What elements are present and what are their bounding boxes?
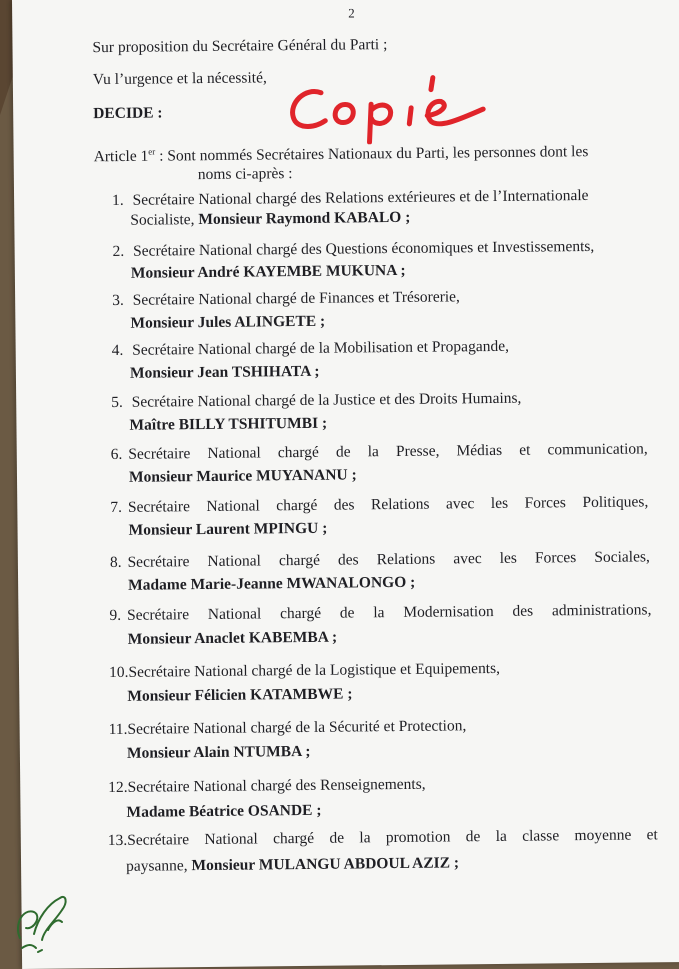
item-name: Madame Béatrice OSANDE ;	[126, 801, 322, 821]
item-name: Monsieur Maurice MUYANANU ;	[128, 466, 357, 486]
article-label: Article 1	[93, 147, 149, 166]
list-item	[109, 660, 500, 682]
item-number: 1.	[112, 191, 124, 209]
item-name: Monsieur André KAYEMBE MUKUNA ;	[130, 261, 406, 282]
list-item	[109, 601, 651, 625]
list-item	[108, 776, 426, 797]
item-title: Secrétaire National chargé des Relations extérieures et de l’Internationale	[132, 186, 589, 209]
item-number: 9.	[109, 606, 122, 625]
item-title: Secrétaire National chargé de la Modernisation des administrations,	[126, 601, 652, 624]
item-number: 8.	[109, 553, 122, 572]
item-title: Secrétaire National chargé de la Logistique et Equipements,	[128, 659, 501, 681]
item-title: Secrétaire National chargé des Renseignements,	[127, 775, 426, 796]
article-text: : Sont nommés Secrétaires Nationaux du Parti, les personnes dont les	[155, 143, 589, 165]
list-item	[111, 390, 521, 412]
list-item	[110, 548, 650, 572]
list-item	[108, 826, 658, 850]
item-title-cont: Socialiste,	[130, 211, 199, 229]
article-1-line-1	[94, 142, 589, 166]
item-title: Secrétaire National chargé des Questions économiques et Investissements,	[133, 237, 595, 260]
item-name: Monsieur Jules ALINGETE ;	[130, 312, 326, 332]
item-title: Secrétaire National chargé de la Justice et des Droits Humains,	[131, 389, 522, 411]
list-item-cont	[126, 854, 459, 875]
item-number: 6.	[110, 445, 123, 463]
decide-heading: DECIDE :	[93, 104, 163, 123]
item-title: Secrétaire National chargé de la Presse, Médias et communication,	[128, 440, 648, 463]
list-item-cont	[130, 209, 410, 230]
item-name: Monsieur Félicien KATAMBWE ;	[127, 685, 353, 705]
preamble-line-2: Vu l’urgence et la nécessité,	[92, 69, 267, 89]
item-number: 2.	[112, 242, 125, 260]
list-item	[109, 717, 467, 739]
item-name: Madame Marie-Jeanne MWANALONGO ;	[128, 573, 416, 594]
list-item	[112, 187, 589, 210]
list-item	[112, 338, 509, 360]
page-number: 2	[348, 5, 355, 21]
item-number: 10.	[108, 663, 129, 682]
list-item	[113, 238, 595, 261]
list-item	[110, 493, 648, 517]
copie-stamp	[283, 63, 514, 145]
item-title: Secrétaire National chargé de Finances et Trésorerie,	[132, 288, 460, 309]
item-number: 4.	[111, 341, 124, 359]
item-title: Secrétaire National chargé des Relations avec les Forces Politiques,	[127, 493, 649, 516]
preamble-line-1: Sur proposition du Secrétaire Général du Parti ;	[92, 36, 388, 57]
item-name: Monsieur Anaclet KABEMBA ;	[127, 628, 338, 648]
item-name: Monsieur MULANGU ABDOUL AZIZ ;	[191, 854, 460, 875]
article-1-line-2: noms ci-après :	[197, 165, 293, 184]
item-name: Maître BILLY TSHITUMBI ;	[129, 414, 328, 434]
article-sup: er	[148, 146, 156, 157]
signature-icon	[8, 878, 78, 958]
item-name: Monsieur Raymond KABALO ;	[198, 208, 411, 229]
item-number: 7.	[110, 498, 123, 516]
item-name: Monsieur Laurent MPINGU ;	[128, 519, 328, 539]
item-number: 3.	[112, 291, 124, 309]
item-title-cont: paysanne,	[125, 857, 192, 875]
item-title: Secrétaire National chargé de la Sécurité et Protection,	[127, 717, 467, 738]
item-number: 5.	[111, 393, 123, 411]
item-number: 11.	[108, 720, 128, 739]
item-title: Secrétaire National chargé de la Mobilisation et Propagande,	[132, 337, 509, 359]
item-name: Monsieur Jean TSHIHATA ;	[129, 362, 320, 382]
document-page	[12, 0, 679, 969]
item-title: Secrétaire National chargé de la promotion de la classe moyenne et	[127, 826, 658, 849]
list-item	[111, 440, 648, 464]
item-number: 13.	[107, 831, 128, 850]
item-title: Secrétaire National chargé des Relations avec les Forces Sociales,	[127, 548, 650, 571]
item-number: 12.	[108, 778, 128, 797]
item-name: Monsieur Alain NTUMBA ;	[126, 742, 311, 762]
list-item	[112, 288, 460, 310]
